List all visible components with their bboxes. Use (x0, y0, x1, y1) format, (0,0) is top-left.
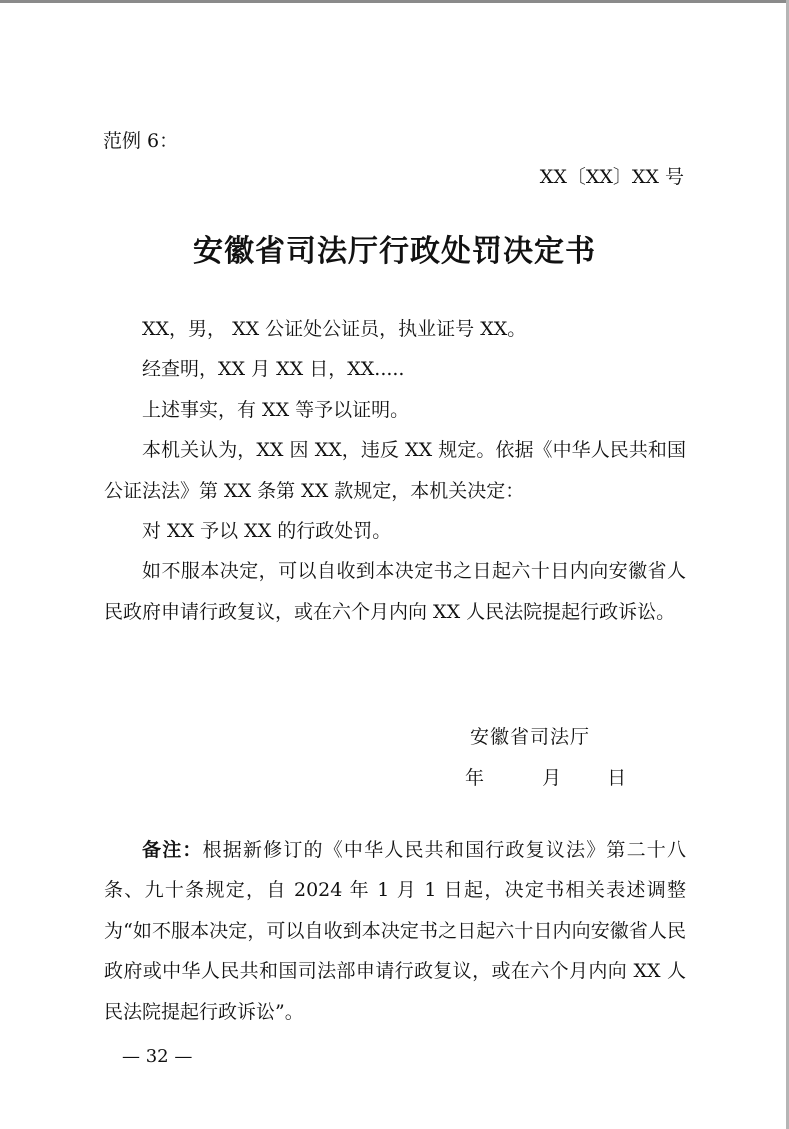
example-label: 范例 6： (103, 130, 179, 152)
date-month: 月 (542, 767, 562, 789)
date-year: 年 (465, 767, 485, 789)
remark-section (104, 830, 686, 1032)
remark-text: 根据新修订的《中华人民共和国行政复议法》第二十八条、九十条规定，自 2024 年 1 月 1 日起，决定书相关表述调整为“如不服本决定，可以自收到本决定书之日起六十日内向安徽省人民政府或中华人民共和国司法部申请行政复议，或在六个月内向 XX 人民法院提起行政诉讼”。 (104, 839, 686, 1023)
paragraph-legal-basis: 本机关认为，XX 因 XX，违反 XX 规定。依据《中华人民共和国公证法法》第 XX 条第 XX 款规定，本机关决定： (104, 439, 686, 502)
issuing-authority: 安徽省司法厅 (470, 726, 591, 748)
issue-date (465, 763, 626, 790)
remark-paragraph (104, 830, 686, 1032)
page-number: — 32 — (122, 1046, 193, 1067)
document-number: XX〔XX〕XX 号 (539, 166, 684, 188)
paragraph-party: XX，男， XX 公证处公证员，执业证号 XX。 (142, 318, 527, 340)
page-edge-top (0, 0, 789, 3)
paragraph-findings: 经查明，XX 月 XX 日，XX..... (142, 358, 405, 381)
paragraph-appeal-rights: 如不服本决定，可以自收到本决定书之日起六十日内向安徽省人民政府申请行政复议，或在六个月内向 XX 人民法院提起行政诉讼。 (104, 560, 686, 623)
paragraph-evidence: 上述事实，有 XX 等予以证明。 (142, 398, 410, 421)
document-body (104, 309, 686, 632)
paragraph-penalty: 对 XX 予以 XX 的行政处罚。 (142, 520, 392, 543)
date-day: 日 (607, 767, 627, 789)
remark-label: 备注： (142, 839, 203, 861)
document-title: 安徽省司法厅行政处罚决定书 (193, 234, 596, 269)
